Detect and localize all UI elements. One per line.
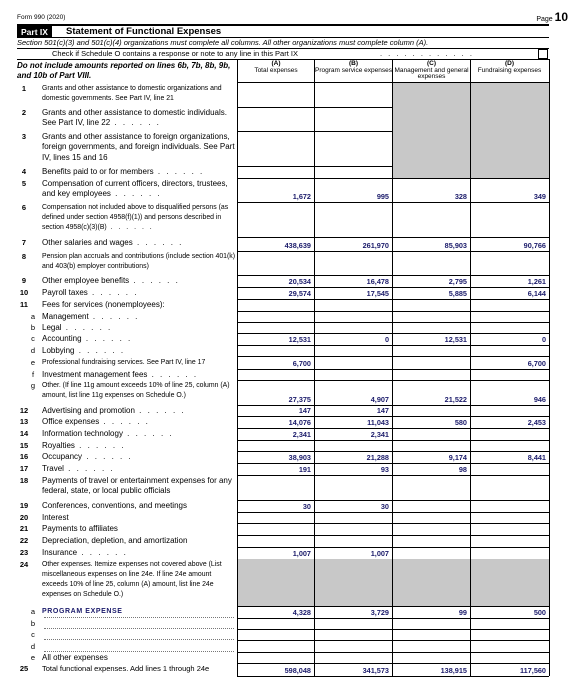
entry-line[interactable] — [44, 639, 234, 640]
amount-cell[interactable]: 21,288 — [366, 453, 389, 462]
amount-cell[interactable]: 90,766 — [523, 241, 546, 250]
amount-cell[interactable]: 500 — [533, 608, 546, 617]
amount-cell[interactable]: 5,885 — [448, 289, 467, 298]
amount-cell[interactable]: 946 — [533, 395, 546, 404]
dot-leader: . . . . . . — [63, 464, 115, 473]
amount-cell[interactable]: 138,915 — [440, 666, 467, 675]
amount-cell[interactable]: 6,700 — [527, 359, 546, 368]
dot-leader: . . . . . . — [81, 334, 133, 343]
amount-cell[interactable]: 117,560 — [520, 666, 546, 675]
amount-cell[interactable]: 29,574 — [288, 289, 311, 298]
amount-cell[interactable]: 17,545 — [366, 289, 389, 298]
line-number: 22 — [19, 536, 29, 545]
column-a-header: (A) Total expenses — [254, 60, 298, 74]
part-title: Statement of Functional Expenses — [66, 26, 222, 37]
amount-cell[interactable]: 261,970 — [362, 241, 389, 250]
row-description: Office expenses . . . . . . — [42, 417, 150, 426]
row-description: Benefits paid to or for members . . . . . . — [42, 167, 205, 176]
amount-cell[interactable]: 14,076 — [288, 418, 311, 427]
amount-cell[interactable]: 16,478 — [366, 277, 389, 286]
dot-leader: . . . . . . — [153, 167, 205, 176]
line-number: 13 — [19, 417, 29, 426]
entry-line[interactable] — [44, 628, 234, 629]
line-number: 23 — [19, 548, 29, 557]
amount-cell[interactable]: 147 — [376, 406, 389, 415]
amount-cell[interactable]: 147 — [298, 406, 311, 415]
instruction: Section 501(c)(3) and 501(c)(4) organizations must complete all columns. All other organizations must complete column (A). — [17, 38, 429, 47]
dot-leader: . . . . . . — [134, 406, 186, 415]
line-number: 14 — [19, 429, 29, 438]
row-description: Insurance . . . . . . — [42, 548, 128, 557]
line-number: 10 — [19, 288, 29, 297]
schedule-o-checkbox[interactable] — [538, 49, 548, 59]
shaded-cell — [393, 131, 470, 166]
amount-cell[interactable]: 349 — [533, 192, 546, 201]
row-description: Compensation not included above to disqualified persons (as defined under section 4958(f)(1)) and persons described in section 4958(c)(3)(B) . . . . . . — [42, 204, 229, 231]
row-description: Grants and other assistance to domestic individuals. See Part IV, line 22 . . . . . . — [42, 108, 227, 128]
amount-cell[interactable]: 30 — [380, 502, 389, 511]
row-description: Professional fundraising services. See Part IV, line 17 — [42, 359, 206, 366]
amount-cell[interactable]: 1,672 — [292, 192, 311, 201]
line-number: 8 — [21, 252, 27, 261]
dot-leader: . . . . . . — [110, 118, 161, 128]
shaded-cell — [393, 559, 470, 606]
dot-leader: . . . . . . — [122, 429, 174, 438]
amount-cell[interactable]: 2,453 — [527, 418, 546, 427]
line-number: e — [30, 358, 36, 367]
amount-cell[interactable]: 4,328 — [292, 608, 311, 617]
amount-cell[interactable]: 598,048 — [284, 666, 311, 675]
entry-line[interactable] — [44, 651, 234, 652]
row-description: Other salaries and wages . . . . . . — [42, 238, 184, 247]
amount-cell[interactable]: 1,007 — [292, 549, 311, 558]
entry-line[interactable] — [44, 617, 234, 618]
line-number: c — [31, 334, 35, 343]
line-number: 3 — [21, 132, 27, 141]
row-description: Management . . . . . . — [42, 312, 140, 321]
page-number: 10 — [554, 10, 568, 24]
amount-cell[interactable]: 99 — [458, 608, 467, 617]
page-label: Page — [536, 16, 553, 23]
shaded-cell — [471, 559, 549, 606]
amount-cell[interactable]: 191 — [298, 465, 311, 474]
schedule-o-leader: . . . . . . . . . . . . — [380, 49, 474, 58]
amount-cell[interactable]: 12,531 — [444, 335, 467, 344]
row-description: Accounting . . . . . . — [42, 334, 133, 343]
row-description: Royalties . . . . . . — [42, 441, 126, 450]
row-description: PROGRAM EXPENSE — [42, 608, 123, 615]
amount-cell[interactable]: 98 — [458, 465, 467, 474]
row-description: Payments to affiliates — [42, 524, 118, 533]
amount-cell[interactable]: 8,441 — [527, 453, 546, 462]
row-description: Investment management fees . . . . . . — [42, 370, 199, 379]
amount-cell[interactable]: 328 — [454, 192, 467, 201]
dot-leader: . . . . . . — [132, 238, 184, 247]
amount-cell[interactable]: 30 — [302, 502, 311, 511]
amount-cell[interactable]: 2,341 — [370, 430, 389, 439]
dot-leader: . . . . . . — [147, 370, 199, 379]
line-number: a — [30, 312, 36, 321]
amount-cell[interactable]: 2,341 — [292, 430, 311, 439]
amount-cell[interactable]: 0 — [384, 335, 389, 344]
line-number: b — [30, 323, 36, 332]
row-description: Interest — [42, 513, 69, 522]
row-description: Occupancy . . . . . . — [42, 452, 133, 461]
dot-leader: . . . . . . — [74, 346, 126, 355]
row-description: Advertising and promotion . . . . . . — [42, 406, 186, 415]
amount-cell[interactable]: 6,144 — [527, 289, 546, 298]
line-number: 15 — [19, 441, 29, 450]
line-number: 16 — [19, 452, 29, 461]
row-description: Total functional expenses. Add lines 1 through 24e — [42, 664, 210, 673]
line-number: 9 — [21, 276, 27, 285]
row-description: Compensation of current officers, directors, trustees, and key employees . . . . . . — [42, 179, 228, 199]
line-number: b — [30, 619, 36, 628]
line-number: 1 — [21, 84, 27, 93]
amount-cell[interactable]: 12,531 — [288, 335, 311, 344]
column-d-header: (D) Fundraising expenses — [477, 60, 542, 74]
shaded-cell — [315, 559, 392, 606]
amount-cell[interactable]: 4,907 — [370, 395, 389, 404]
amount-cell[interactable]: 1,261 — [527, 277, 546, 286]
amount-cell[interactable]: 580 — [454, 418, 467, 427]
part-label: Part IX — [17, 26, 52, 38]
line-number: 12 — [19, 406, 29, 415]
amount-cell[interactable]: 27,375 — [288, 395, 311, 404]
line-number: 5 — [21, 179, 27, 188]
row-description: Other employee benefits . . . . . . — [42, 276, 180, 285]
row-description: Payments of travel or entertainment expenses for any federal, state, or local public officials — [42, 476, 232, 496]
line-number: d — [30, 346, 36, 355]
shaded-cell — [393, 107, 470, 131]
line-number: 11 — [20, 300, 28, 309]
amount-cell[interactable]: 438,639 — [284, 241, 311, 250]
row-description: Other. (If line 11g amount exceeds 10% of line 25, column (A) amount, list line 11g expenses on Schedule O.) — [42, 382, 230, 399]
dot-leader: . . . . . . — [61, 323, 113, 332]
amount-cell[interactable]: 9,174 — [448, 453, 467, 462]
line-number: d — [30, 642, 36, 651]
line-number: 21 — [19, 524, 29, 533]
row-description: Pension plan accruals and contributions (include section 401(k) and 403(b) employer contributions) — [42, 253, 236, 270]
line-number: 17 — [19, 464, 29, 473]
left-header: Do not include amounts reported on lines 6b, 7b, 8b, 9b, and 10b of Part VIII. — [17, 61, 231, 80]
line-number: g — [30, 381, 36, 390]
row-description: Travel . . . . . . — [42, 464, 115, 473]
amount-cell[interactable]: 85,903 — [444, 241, 467, 250]
row-description: Grants and other assistance to domestic organizations and domestic governments. See Part IV, line 21 — [42, 85, 222, 102]
schedule-o-text: Check if Schedule O contains a response or note to any line in this Part IX — [52, 49, 298, 58]
line-number: 7 — [21, 238, 27, 247]
amount-cell[interactable]: 11,043 — [367, 418, 389, 427]
dot-leader: . . . . . . — [129, 276, 180, 285]
shaded-cell — [393, 166, 470, 178]
amount-cell[interactable]: 38,903 — [288, 453, 311, 462]
row-description: Conferences, conventions, and meetings — [42, 501, 187, 510]
line-number: 18 — [19, 476, 29, 485]
line-number: 19 — [19, 501, 29, 510]
dot-leader: . . . . . . — [110, 189, 162, 199]
dot-leader: . . . . . . — [77, 548, 128, 557]
page-indicator — [536, 10, 568, 24]
amount-cell[interactable]: 0 — [541, 335, 546, 344]
row-description: All other expenses — [42, 653, 108, 662]
amount-cell[interactable]: 21,522 — [444, 395, 467, 404]
line-number: 4 — [21, 167, 27, 176]
line-number: a — [30, 607, 36, 616]
shaded-cell — [393, 83, 470, 107]
dot-leader: . . . . . . — [82, 452, 133, 461]
line-number: f — [31, 370, 35, 379]
shaded-cell — [471, 166, 549, 178]
amount-cell[interactable]: 1,007 — [370, 549, 389, 558]
column-b-header: (B) Program service expenses — [315, 60, 392, 74]
dot-leader: . . . . . . — [74, 441, 126, 450]
amount-cell[interactable]: 93 — [380, 465, 389, 474]
amount-cell[interactable]: 341,573 — [362, 666, 389, 675]
row-description: Information technology . . . . . . — [42, 429, 174, 438]
line-number: 6 — [21, 203, 27, 212]
row-description: Legal . . . . . . — [42, 323, 113, 332]
amount-cell[interactable]: 995 — [376, 192, 389, 201]
amount-cell[interactable]: 2,795 — [448, 277, 467, 286]
line-number: 2 — [21, 108, 27, 117]
row-description: Lobbying . . . . . . — [42, 346, 126, 355]
form-id: Form 990 (2020) — [17, 14, 66, 21]
amount-cell[interactable]: 3,729 — [370, 608, 389, 617]
line-number: c — [31, 630, 35, 639]
row-description: Depreciation, depletion, and amortization — [42, 536, 188, 545]
dot-leader: . . . . . . — [99, 417, 150, 426]
shaded-cell — [471, 107, 549, 131]
line-number: 20 — [19, 513, 29, 522]
dot-leader: . . . . . . — [88, 312, 140, 321]
shaded-cell — [471, 83, 549, 107]
dot-leader: . . . . . . — [106, 224, 154, 231]
line-number: e — [30, 653, 36, 662]
shaded-cell — [471, 131, 549, 166]
line-number: 25 — [19, 664, 29, 673]
amount-cell[interactable]: 20,534 — [288, 277, 311, 286]
row-description: Grants and other assistance to foreign organizations, foreign governments, and foreign individuals. See Part IV, lines 15 and 16 — [42, 132, 235, 162]
row-description: Fees for services (nonemployees): — [42, 300, 165, 309]
line-number: 24 — [19, 560, 29, 569]
row-description: Payroll taxes . . . . . . — [42, 288, 139, 297]
column-c-header: (C) Management and general expenses — [394, 60, 469, 80]
amount-cell[interactable]: 6,700 — [292, 359, 311, 368]
shaded-cell — [238, 559, 314, 606]
row-description: Other expenses. Itemize expenses not covered above (List miscellaneous expenses on line 24e. If line 24e amount exceeds 10% of line 25, column (A) amount, list line 24e expenses on Schedule O.) — [42, 561, 222, 598]
dot-leader: . . . . . . — [87, 288, 139, 297]
